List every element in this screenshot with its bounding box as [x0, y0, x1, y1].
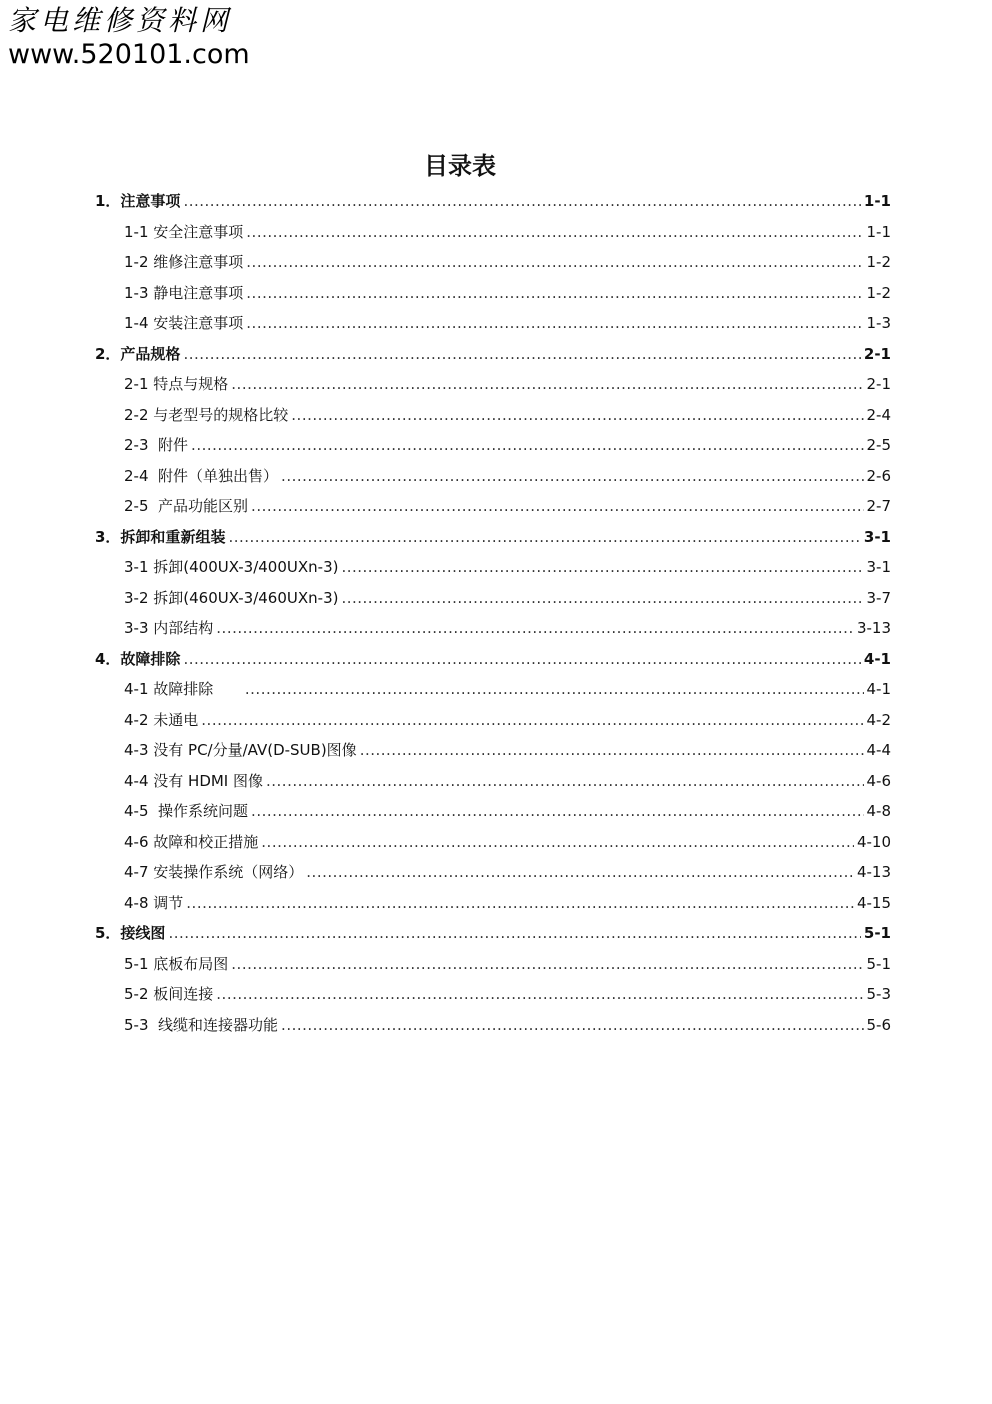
toc-subsection-entry[interactable] — [95, 369, 891, 400]
toc-subsection-entry[interactable] — [95, 552, 891, 583]
toc-subsection-entry[interactable] — [95, 1010, 891, 1041]
toc-dot-leader — [360, 735, 864, 766]
toc-page-number: 5-1 — [863, 924, 891, 942]
toc-subsection-entry[interactable] — [95, 308, 891, 339]
toc-subsection-entry[interactable] — [95, 674, 891, 705]
toc-dot-leader — [201, 705, 863, 736]
toc-page-number: 2-6 — [866, 466, 891, 485]
toc-entry-label: 4-1 故障排除 — [124, 680, 242, 698]
toc-page-number: 3-1 — [863, 527, 891, 546]
toc-entry-label: 2-4 附件（单独出售） — [124, 466, 279, 485]
toc-subsection-entry[interactable] — [95, 430, 891, 461]
toc-dot-leader — [251, 491, 863, 522]
toc-entry-label: 3-1 拆卸(400UX-3/400UXn-3) — [124, 558, 339, 576]
toc-dot-leader — [281, 1010, 863, 1041]
toc-page-number: 5-6 — [866, 1015, 891, 1034]
toc-dot-leader — [246, 217, 863, 248]
toc-dot-leader — [183, 186, 860, 217]
toc-page-number: 3-1 — [866, 558, 891, 576]
toc-page-number: 2-5 — [866, 436, 891, 454]
table-of-contents — [95, 186, 891, 1040]
toc-entry-label: 4-2 未通电 — [124, 710, 199, 729]
toc-entry-label: 2-2 与老型号的规格比较 — [124, 405, 289, 424]
toc-page-number: 4-1 — [863, 649, 891, 668]
toc-dot-leader — [246, 308, 863, 339]
toc-page-number: 4-13 — [856, 863, 891, 881]
toc-dot-leader — [291, 400, 863, 431]
toc-entry-label: 4-7 安装操作系统（网络） — [124, 863, 304, 881]
toc-entry-label: 5．接线图 — [95, 924, 166, 942]
toc-dot-leader — [266, 766, 864, 797]
toc-subsection-entry[interactable] — [95, 400, 891, 431]
toc-entry-label: 2-3 附件 — [124, 436, 189, 454]
toc-entry-label: 5-1 底板布局图 — [124, 954, 229, 973]
toc-page-number: 1-3 — [866, 314, 891, 332]
toc-entry-label: 4-5 操作系统问题 — [124, 802, 249, 820]
toc-dot-leader — [246, 247, 863, 278]
toc-dot-leader — [306, 857, 854, 888]
toc-page-number: 4-8 — [866, 802, 891, 820]
toc-entry-label: 1-3 静电注意事项 — [124, 283, 244, 302]
toc-entry-label: 1-2 维修注意事项 — [124, 253, 244, 271]
toc-dot-leader — [246, 278, 863, 309]
toc-page-number: 2-7 — [866, 497, 891, 515]
toc-entry-label: 3-2 拆卸(460UX-3/460UXn-3) — [124, 588, 339, 607]
toc-dot-leader — [228, 522, 860, 553]
toc-page-number: 5-3 — [866, 985, 891, 1003]
toc-page-number: 5-1 — [866, 954, 891, 973]
toc-dot-leader — [231, 949, 863, 980]
toc-page-number: 4-15 — [856, 893, 891, 912]
toc-page-number: 2-4 — [866, 405, 891, 424]
toc-section-entry[interactable] — [95, 522, 891, 553]
toc-entry-label: 5-2 板间连接 — [124, 985, 214, 1003]
toc-subsection-entry[interactable] — [95, 583, 891, 614]
toc-subsection-entry[interactable] — [95, 247, 891, 278]
toc-entry-label: 3-3 内部结构 — [124, 619, 214, 637]
toc-section-entry[interactable] — [95, 186, 891, 217]
toc-subsection-entry[interactable] — [95, 613, 891, 644]
toc-subsection-entry[interactable] — [95, 217, 891, 248]
watermark — [8, 4, 250, 70]
toc-dot-leader — [183, 339, 860, 370]
toc-entry-label: 4-6 故障和校正措施 — [124, 832, 259, 851]
toc-entry-label: 2-1 特点与规格 — [124, 375, 229, 393]
toc-dot-leader — [191, 430, 863, 461]
toc-entry-label: 2-5 产品功能区别 — [124, 497, 249, 515]
toc-subsection-entry[interactable] — [95, 705, 891, 736]
toc-dot-leader — [251, 796, 863, 827]
toc-dot-leader — [183, 644, 860, 675]
toc-entry-label: 1．注意事项 — [95, 192, 181, 210]
toc-page-number: 4-2 — [866, 710, 891, 729]
toc-subsection-entry[interactable] — [95, 949, 891, 980]
toc-page-number: 3-7 — [866, 588, 891, 607]
toc-subsection-entry[interactable] — [95, 857, 891, 888]
toc-entry-label: 5-3 线缆和连接器功能 — [124, 1015, 279, 1034]
toc-subsection-entry[interactable] — [95, 278, 891, 309]
toc-subsection-entry[interactable] — [95, 766, 891, 797]
toc-dot-leader — [168, 918, 860, 949]
toc-entry-label: 3．拆卸和重新组装 — [95, 527, 226, 546]
toc-entry-label: 1-1 安全注意事项 — [124, 222, 244, 241]
toc-subsection-entry[interactable] — [95, 735, 891, 766]
toc-dot-leader — [341, 583, 863, 614]
toc-entry-label: 4-4 没有 HDMI 图像 — [124, 771, 263, 790]
toc-subsection-entry[interactable] — [95, 796, 891, 827]
toc-dot-leader — [261, 827, 854, 858]
toc-subsection-entry[interactable] — [95, 979, 891, 1010]
toc-subsection-entry[interactable] — [95, 827, 891, 858]
toc-dot-leader — [341, 552, 863, 583]
toc-page-number: 4-4 — [866, 741, 891, 759]
toc-entry-label: 4-8 调节 — [124, 893, 184, 912]
toc-entry-label: 2．产品规格 — [95, 344, 181, 363]
toc-entry-label: 1-4 安装注意事项 — [124, 314, 244, 332]
toc-entry-label: 4-3 没有 PC/分量/AV(D-SUB)图像 — [124, 741, 357, 759]
toc-dot-leader — [186, 888, 854, 919]
toc-page-number: 4-1 — [866, 680, 891, 698]
toc-page-number: 1-2 — [866, 283, 891, 302]
toc-page-number: 4-6 — [866, 771, 891, 790]
watermark-title: 家电维修资料网 — [8, 4, 233, 37]
page-title: 目录表 — [424, 152, 496, 180]
toc-subsection-entry[interactable] — [95, 461, 891, 492]
toc-page-number: 4-10 — [856, 832, 891, 851]
toc-page-number: 2-1 — [866, 375, 891, 393]
toc-dot-leader — [216, 613, 854, 644]
toc-section-entry[interactable] — [95, 644, 891, 675]
toc-subsection-entry[interactable] — [95, 888, 891, 919]
watermark-url: www.520101.com — [8, 39, 250, 70]
toc-subsection-entry[interactable] — [95, 491, 891, 522]
toc-dot-leader — [281, 461, 863, 492]
toc-page-number: 1-2 — [866, 253, 891, 271]
toc-dot-leader — [245, 674, 864, 705]
toc-page-number: 1-1 — [863, 192, 891, 210]
toc-page-number: 2-1 — [863, 344, 891, 363]
toc-dot-leader — [231, 369, 863, 400]
toc-section-entry[interactable] — [95, 339, 891, 370]
toc-section-entry[interactable] — [95, 918, 891, 949]
toc-entry-label: 4．故障排除 — [95, 649, 181, 668]
toc-page-number: 1-1 — [866, 222, 891, 241]
toc-page-number: 3-13 — [856, 619, 891, 637]
toc-dot-leader — [216, 979, 863, 1010]
